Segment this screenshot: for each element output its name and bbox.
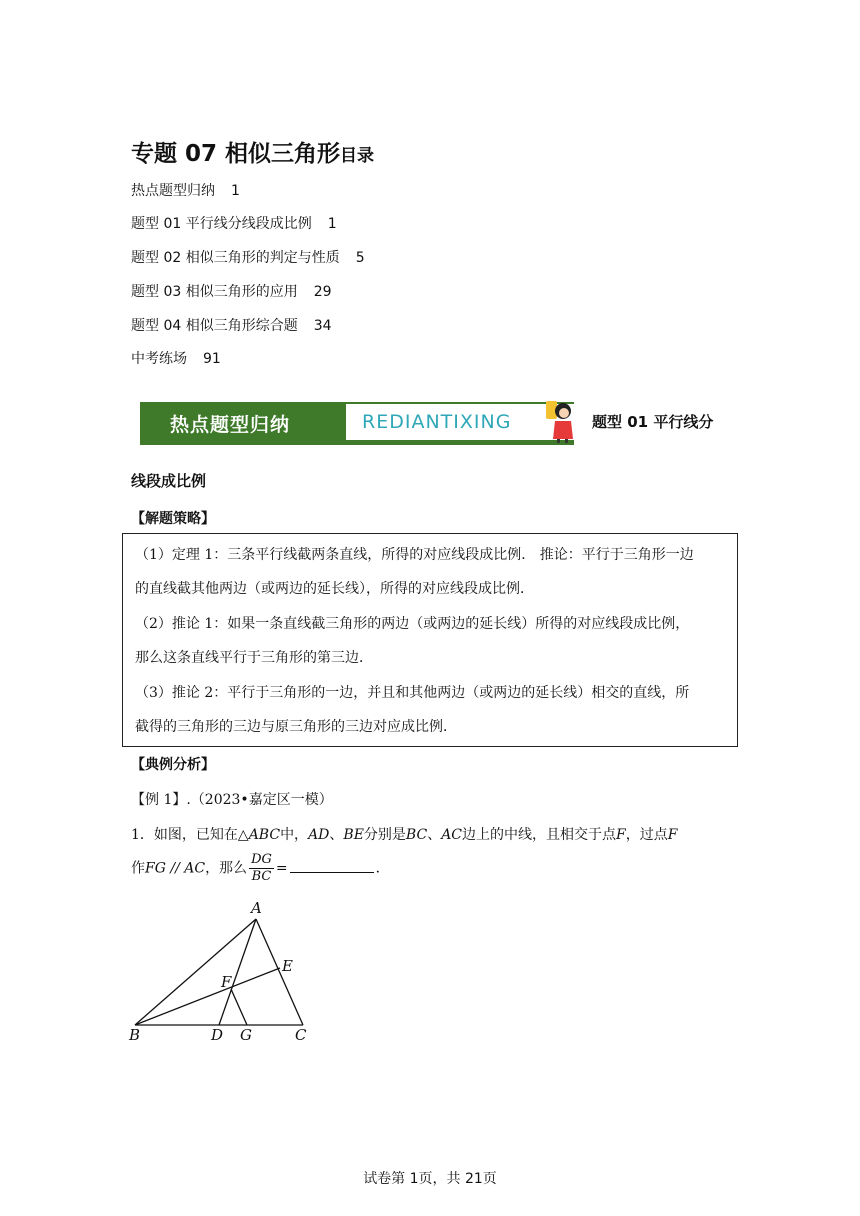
triangle-figure	[120, 895, 320, 1045]
fraction-denominator: BC	[251, 869, 272, 884]
strategy-label: 【解题策略】	[131, 511, 215, 527]
label-d: D	[211, 1026, 224, 1044]
label-f: F	[221, 973, 232, 991]
math-be: BE	[343, 827, 364, 843]
example-label: 【典例分析】	[131, 757, 215, 773]
math-triangle: △ABC	[237, 827, 281, 843]
toc-item[interactable]	[131, 315, 332, 335]
document-title	[131, 135, 374, 168]
segment-ac	[256, 919, 303, 1025]
text: 分别是	[363, 827, 406, 843]
problem-line-1	[131, 824, 677, 844]
math-f: F	[667, 827, 678, 843]
math-fg-parallel: FG // AC	[145, 860, 206, 877]
banner-cn-text: 热点题型归纳	[170, 414, 291, 436]
toc-page: 1	[327, 216, 337, 232]
answer-blank[interactable]	[290, 858, 374, 873]
toc-label: 题型 03 相似三角形的应用	[131, 284, 298, 300]
toc-page: 1	[231, 183, 240, 199]
label-a: A	[251, 899, 262, 917]
text: 1．如图，已知在	[131, 827, 238, 843]
section-banner	[140, 402, 574, 444]
fraction-numerator: DG	[251, 852, 272, 867]
example-title: 【例 1】.（2023•嘉定区一模）	[131, 792, 333, 808]
toc-label: 题型 02 相似三角形的判定与性质	[131, 250, 340, 266]
banner-light-block	[346, 402, 574, 442]
label-g: G	[240, 1026, 252, 1044]
strategy-line: （3）推论 2：平行于三角形的一边，并且和其他两边（或两边的延长线）相交的直线，所	[135, 685, 690, 701]
toc-page: 5	[355, 250, 365, 266]
title-main: 专题 07 相似三角形	[131, 141, 341, 167]
toc-page: 34	[313, 318, 332, 334]
toc-page: 91	[203, 351, 221, 367]
title-suffix: 目录	[340, 146, 375, 166]
segment-fg	[231, 989, 247, 1025]
toc-item[interactable]	[131, 213, 337, 233]
label-c: C	[295, 1026, 307, 1044]
toc-item[interactable]	[131, 348, 221, 368]
text: 、	[427, 827, 442, 843]
strategy-line: 的直线截其他两边（或两边的延长线），所得的对应线段成比例．	[135, 581, 534, 597]
text: 作	[131, 860, 145, 877]
text: 边上的中线，且相交于点	[462, 827, 617, 843]
strategy-line: 截得的三角形的三边与原三角形的三边对应成比例．	[135, 719, 457, 735]
equals-sign: =	[275, 860, 288, 877]
toc-label: 热点题型归纳	[131, 183, 215, 199]
math-f: F	[616, 827, 626, 843]
strategy-line: （1）定理 1：三条平行线截两条直线，所得的对应线段成比例． 推论：平行于三角形一边	[135, 547, 694, 563]
text: ．	[375, 860, 390, 877]
toc-label: 题型 01 平行线分线段成比例	[131, 216, 312, 232]
fraction	[249, 852, 274, 885]
toc-item[interactable]	[131, 247, 365, 267]
median-be	[135, 968, 280, 1025]
toc-item[interactable]	[131, 180, 240, 200]
text: 、	[329, 827, 344, 843]
problem-line-2	[131, 852, 390, 885]
strategy-box	[122, 533, 738, 747]
math-ad: AD	[308, 827, 330, 843]
strategy-line: 那么这条直线平行于三角形的第三边．	[135, 650, 373, 666]
banner-en-text: REDIANTIXING	[362, 411, 512, 433]
page-footer: 试卷第 1页，共 21页	[363, 1171, 497, 1187]
text: ，过点	[625, 827, 668, 843]
text: 中，	[280, 827, 309, 843]
strategy-line: （2）推论 1：如果一条直线截三角形的两边（或两边的延长线）所得的对应线段成比例，	[135, 616, 690, 632]
text: ，那么	[205, 860, 248, 877]
section-heading: 题型 01 平行线分	[592, 413, 714, 431]
banner-green-block	[140, 402, 346, 442]
mascot-icon	[543, 399, 579, 443]
section-heading-continued: 线段成比例	[131, 472, 207, 490]
toc-label: 中考练场	[131, 351, 187, 367]
label-e: E	[282, 957, 293, 975]
toc-page: 29	[313, 284, 332, 300]
toc-item[interactable]	[131, 281, 332, 301]
toc-label: 题型 04 相似三角形综合题	[131, 318, 298, 334]
banner-underline	[140, 442, 574, 445]
math-ac: AC	[441, 827, 463, 843]
label-b: B	[129, 1026, 141, 1044]
math-bc: BC	[405, 827, 428, 843]
